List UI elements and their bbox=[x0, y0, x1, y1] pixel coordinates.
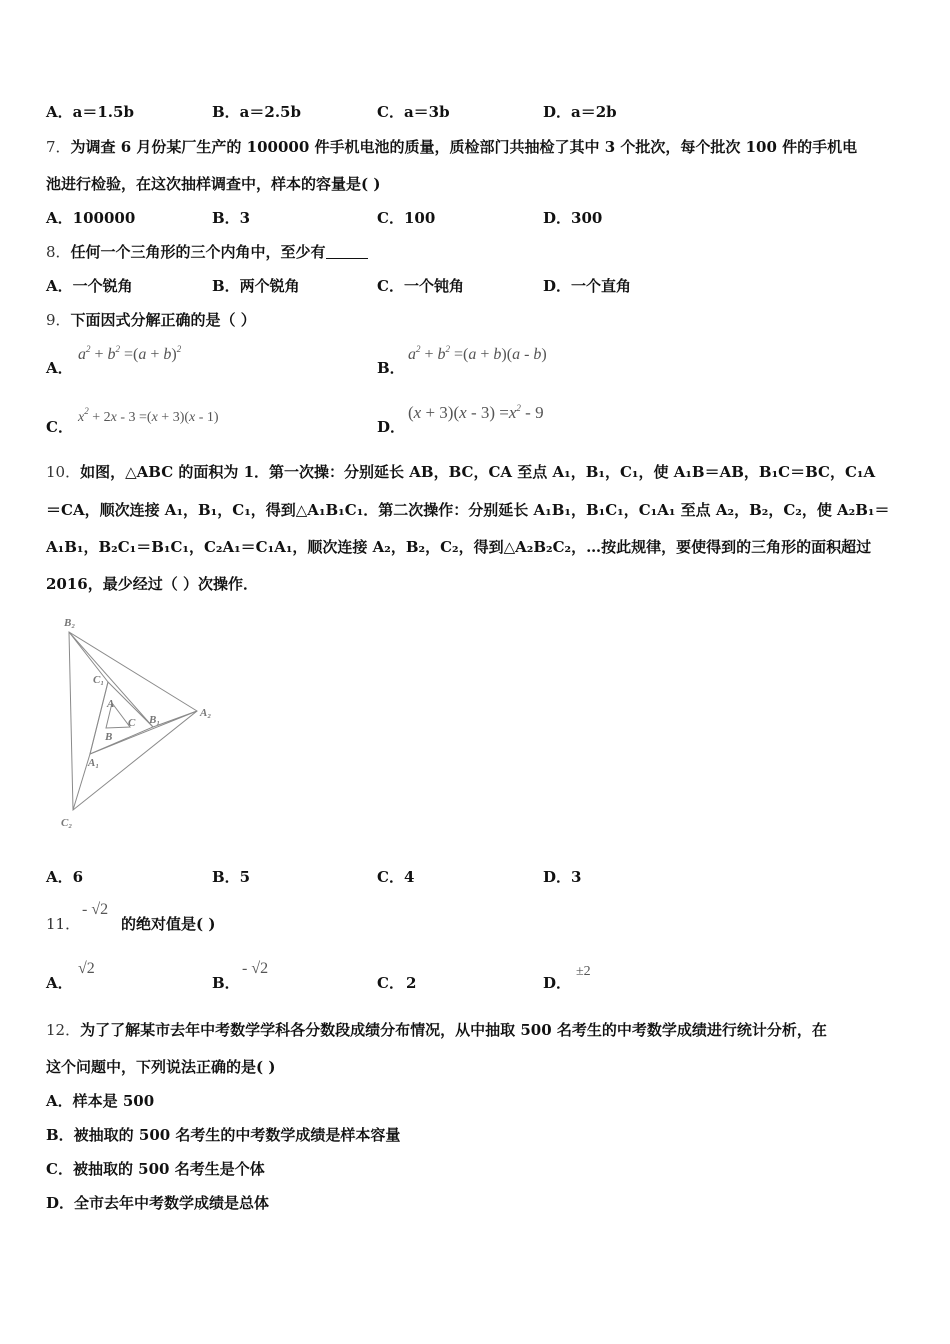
label-a: A bbox=[107, 698, 115, 710]
q8-stem bbox=[46, 242, 368, 262]
q7-option-c: C．100 bbox=[377, 209, 436, 227]
q9-option-a-label: A． bbox=[46, 359, 73, 377]
q12-option-c: C．被抽取的 500 名考生是个体 bbox=[46, 1160, 265, 1178]
q9-number: 9． bbox=[46, 311, 71, 329]
q8-option-d: D．一个直角 bbox=[543, 277, 632, 295]
q11-option-a-formula: √2 bbox=[78, 960, 95, 977]
q8-text: 任何一个三角形的三个内角中，至少有 bbox=[70, 243, 326, 261]
q9-text: 下面因式分解正确的是（ ） bbox=[70, 311, 256, 329]
q9-option-d-label: D． bbox=[377, 418, 406, 436]
q7-option-b: B．3 bbox=[212, 209, 251, 227]
label-c1: C₁ bbox=[93, 674, 105, 686]
q11-option-a-label: A． bbox=[46, 974, 73, 992]
q6-option-a: A．a＝1.5b bbox=[46, 103, 134, 121]
q11-expression: - √2 bbox=[82, 901, 109, 918]
q11-option-d-formula: ±2 bbox=[576, 964, 591, 979]
q11-number: 11． bbox=[46, 915, 81, 933]
q9-option-a-formula: $a^2 + b^2 =(a + b)^2$ bbox=[78, 344, 182, 363]
q10-stem-line1 bbox=[46, 462, 875, 482]
q10-stem-line4: 2016，最少经过（ ）次操作． bbox=[46, 575, 258, 593]
label-c2: C₂ bbox=[61, 817, 73, 829]
q12-stem-line1 bbox=[46, 1020, 827, 1040]
q12-option-d: D．全市去年中考数学成绩是总体 bbox=[46, 1194, 270, 1212]
q11-number-wrap bbox=[46, 914, 80, 934]
q7-option-a: A．100000 bbox=[46, 209, 136, 227]
q10-option-d: D．3 bbox=[543, 868, 582, 886]
q10-option-b: B．5 bbox=[212, 868, 251, 886]
label-b1: B₁ bbox=[149, 714, 161, 726]
q10-text-1: 如图，△ABC 的面积为 1．第一次操：分别延长 AB，BC，CA 至点 A₁，B₁，C₁，使 A₁B＝AB，B₁C＝BC，C₁A bbox=[80, 463, 876, 481]
q12-option-b: B．被抽取的 500 名考生的中考数学成绩是样本容量 bbox=[46, 1126, 401, 1144]
label-a1: A₁ bbox=[88, 757, 100, 769]
q10-stem-line2: ＝CA，顺次连接 A₁，B₁，C₁，得到△A₁B₁C₁．第二次操作：分别延长 A₁B₁，B₁C₁，C₁A₁ 至点 A₂，B₂，C₂，使 A₂B₁＝ bbox=[46, 501, 890, 519]
q7-text-1: 为调查 6 月份某厂生产的 100000 件手机电池的质量，质检部门共抽检了其中 3 个批次，每个批次 100 件的手机电 bbox=[70, 138, 858, 156]
q11-option-b-formula: - √2 bbox=[242, 960, 269, 977]
q10-stem-line3: A₁B₁，B₂C₁＝B₁C₁，C₂A₁＝C₁A₁，顺次连接 A₂，B₂，C₂，得到△A₂B₂C₂，…按此规律，要使得到的三角形的面积超过 bbox=[46, 538, 872, 556]
q9-stem bbox=[46, 310, 256, 330]
q10-option-a: A．6 bbox=[46, 868, 84, 886]
q11-option-c-value: 2 bbox=[406, 974, 417, 992]
q9-option-c-formula: $x^2 + 2x - 3 =(x + 3)(x - 1)$ bbox=[78, 406, 219, 425]
answer-blank bbox=[326, 244, 368, 259]
q10-number: 10． bbox=[46, 463, 81, 481]
q6-option-d: D．a＝2b bbox=[543, 103, 617, 121]
q12-text-1: 为了了解某市去年中考数学学科各分数段成绩分布情况，从中抽取 500 名考生的中考数学成绩进行统计分析，在 bbox=[80, 1021, 827, 1039]
q6-option-b: B．a＝2.5b bbox=[212, 103, 301, 121]
q10-option-c: C．4 bbox=[377, 868, 415, 886]
q12-stem-line2: 这个问题中，下列说法正确的是( ) bbox=[46, 1058, 276, 1076]
label-a2: A₂ bbox=[200, 707, 212, 719]
q9-option-b-label: B． bbox=[377, 359, 405, 377]
q8-option-a: A．一个锐角 bbox=[46, 277, 133, 295]
triangle-figure bbox=[55, 612, 225, 832]
q11-option-d-label: D． bbox=[543, 974, 572, 992]
label-b2: B₂ bbox=[64, 617, 76, 629]
q8-option-b: B．两个锐角 bbox=[212, 277, 300, 295]
q11-option-b-label: B． bbox=[212, 974, 240, 992]
q7-stem-line1 bbox=[46, 137, 857, 157]
q8-option-c: C．一个钝角 bbox=[377, 277, 464, 295]
label-c: C bbox=[128, 717, 136, 729]
label-b: B bbox=[105, 731, 113, 743]
q9-option-d-formula: $(x + 3)(x - 3) =x^2 - 9$ bbox=[408, 403, 544, 422]
q9-option-c-label: C． bbox=[46, 418, 73, 436]
q12-option-a: A．样本是 500 bbox=[46, 1092, 155, 1110]
q12-number: 12． bbox=[46, 1021, 81, 1039]
q11-option-c-label: C． bbox=[377, 974, 404, 992]
q11-text: 的绝对值是( ) bbox=[121, 915, 216, 933]
q7-stem-line2: 池进行检验，在这次抽样调查中，样本的容量是( ) bbox=[46, 175, 381, 193]
q6-option-c: C．a＝3b bbox=[377, 103, 450, 121]
q8-number: 8． bbox=[46, 243, 71, 261]
q7-number: 7． bbox=[46, 138, 71, 156]
q7-option-d: D．300 bbox=[543, 209, 603, 227]
q9-option-b-formula: $a^2 + b^2 =(a + b)(a - b)$ bbox=[408, 344, 547, 363]
